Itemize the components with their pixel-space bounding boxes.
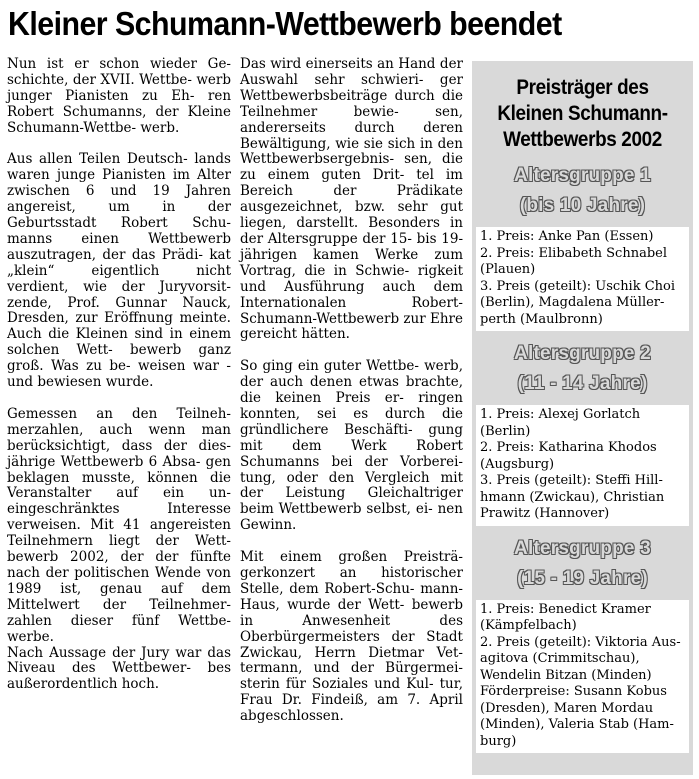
age-group-heading: Altersgruppe 1	[514, 165, 651, 186]
paragraph: Nun ist er schon wieder Ge- schichte, der XVII. Wettbe- werb junger Pianisten zu Eh- ren Robert Schumanns, der Kleine Schumann-Wettbe- werb.	[7, 56, 232, 136]
paragraph: Aus allen Teilen Deutsch- lands waren junge Pianisten im Alter zwischen 6 und 19 Jahren angereist, um in der Geburtsstadt Robert Schu- manns einen Wettbewerb auszutragen, der das Prädi- kat „klein“ eigentlich nicht verdient, wie der Juryvorsit- zende, Prof. Gunnar Nauck, Dresden, zur Eröffnung meinte. Auch die Kleinen sind in einem solchen Wett- bewerb ganz groß. Was zu be- weisen war - und bewiesen wurde.	[7, 151, 231, 391]
winners-sidebar	[472, 61, 693, 775]
paragraph: Das wird einerseits an Hand der Auswahl sehr schwieri- ger Wettbewerbsbeiträge durch die Teilnehmer bewie- sen, andererseits durch deren Bewältigung, wie sie sich in den Wettbewerbsergebnis- sen, die zu einem guten Drit- tel im Bereich der Prädikate ausgezeichnet, bzw. sehr gut liegen, darstellt. Besonders in der Altersgruppe der 15- bis 19-jährigen kamen Werke zum Vortrag, die in Schwie- rigkeit und Ausführung auch dem Internationalen Robert- Schumann-Wettbewerb zur Ehre gereicht hätten.	[240, 56, 464, 343]
headline: Kleiner Schumann-Wettbewerb beendet	[8, 5, 562, 42]
age-group-heading: Altersgruppe 3	[514, 537, 651, 559]
paragraph: So ging ein guter Wettbe- werb, der auch denen etwas brachte, die keinen Preis er- ringen konnten, sei es durch die gründlichere Beschäfti- gung mit dem Werk Robert Schumanns bei der Vorberei- tung, oder den Vergleich mit der Leistung Gleichaltriger beim Wettbewerb selbst, ei- nen Gewinn.	[240, 358, 464, 534]
age-group-range: (11 - 14 Jahre)	[517, 373, 648, 394]
paragraph: Nach Aussage der Jury war das Niveau des Wettbewer- bes außerordentlich hoch.	[7, 644, 232, 693]
winners-list: 1. Preis: Anke Pan (Essen) 2. Preis: Elibabeth Schnabel (Plauen) 3. Preis (geteilt): Uschik Choi (Berlin), Magdalena Müller- perth (Maulbronn)	[476, 227, 689, 331]
winners-list: 1. Preis: Benedict Kramer (Kämpfelbach) 2. Preis (geteilt): Viktoria Aus- agitova (Crimmitschau), Wendelin Bitzan (Minden) Förderpreise: Susann Kobus (Dresden), Maren Mordau (Minden), Valeria Stab (Ham- burg)	[476, 600, 689, 754]
winners-list: 1. Preis: Alexej Gorlatch (Berlin) 2. Preis: Katharina Khodos (Augsburg) 3. Preis (geteilt): Steffi Hill- hmann (Zwickau), Christian Prawitz (Hannover)	[476, 405, 689, 526]
age-group-range: (15 - 19 Jahre)	[517, 567, 648, 589]
age-group-range: (bis 10 Jahre)	[519, 195, 646, 216]
age-group-heading: Altersgruppe 2	[514, 343, 651, 364]
age-group-1	[472, 161, 693, 331]
paragraph: Gemessen an den Teilneh- merzahlen, auch wenn man berücksichtigt, dass der dies- jährige Wettbewerb 6 Absa- gen beklagen musste, können die Veranstalter auf ein un- eingeschränktes Interesse verweisen. Mit 41 angereisten Teilnehmern liegt der Wett- bewerb 2002, der der fünfte nach der politischen Wende von 1989 ist, genau auf dem Mittelwert der Teilnehmer- zahlen dieser fünf Wettbe- werbe.	[7, 405, 231, 645]
article-column-1	[7, 57, 231, 693]
sidebar-title: Preisträger des Kleinen Schumann- Wettbewerbs 2002	[497, 76, 668, 151]
article-column-2	[240, 57, 463, 725]
age-group-2	[472, 339, 693, 526]
age-group-3	[472, 534, 693, 754]
paragraph: Mit einem großen Preisträ- gerkonzert an historischer Stelle, dem Robert-Schu- mann-Haus, wurde der Wett- bewerb in Anwesenheit des Oberbürgermeisters der Stadt Zwickau, Herrn Dietmar Vet- termann, und der Bürgermei- sterin für Soziales und Kul- tur, Frau Dr. Findeiß, am 7. April abgeschlossen.	[240, 549, 464, 725]
